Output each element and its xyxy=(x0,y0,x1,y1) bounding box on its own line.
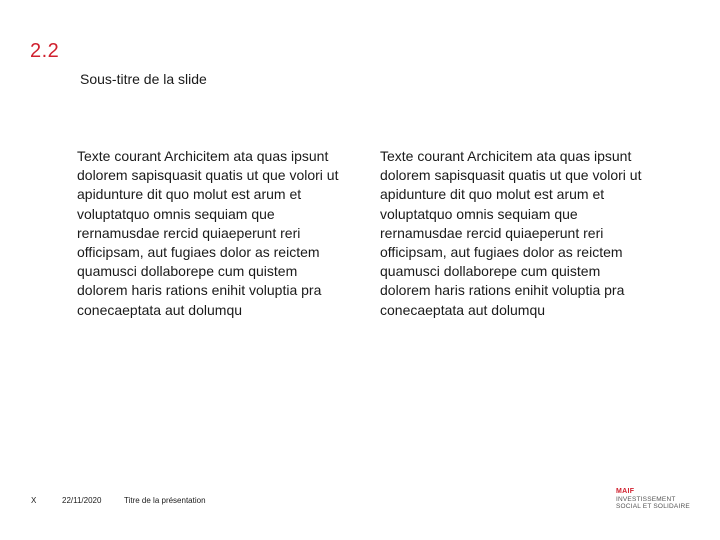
logo-line-2: SOCIAL ET SOLIDAIRE xyxy=(616,503,690,510)
logo-brand: MAIF xyxy=(616,488,635,495)
footer-date: 22/11/2020 xyxy=(62,496,102,505)
section-number: 2.2 xyxy=(30,40,60,62)
slide-subtitle: Sous-titre de la slide xyxy=(80,71,207,87)
logo-line-1: INVESTISSEMENT xyxy=(616,495,676,503)
footer-presentation-title: Titre de la présentation xyxy=(124,496,206,505)
slide-number: X xyxy=(31,496,37,505)
maif-logo xyxy=(616,488,690,511)
body-text-column-right: Texte courant Archicitem ata quas ipsunt dolorem sapisquasit quatis ut que volori ut apidunture dit quo molut est arum et voluptatquo omnis sequiam que rernamusdae rercid quiaeperunt reri officipsam, aut fugiaes dolor as reictem quamusci dollaborepe cum quistem dolorem haris rations enihit voluptia pra conecaeptata aut dolumqu xyxy=(380,148,642,318)
body-text-column-left: Texte courant Archicitem ata quas ipsunt dolorem sapisquasit quatis ut que volori ut apidunture dit quo molut est arum et voluptatquo omnis sequiam que rernamusdae rercid quiaeperunt reri officipsam, aut fugiaes dolor as reictem quamusci dollaborepe cum quistem dolorem haris rations enihit voluptia pra conecaeptata aut dolumqu xyxy=(77,148,339,318)
